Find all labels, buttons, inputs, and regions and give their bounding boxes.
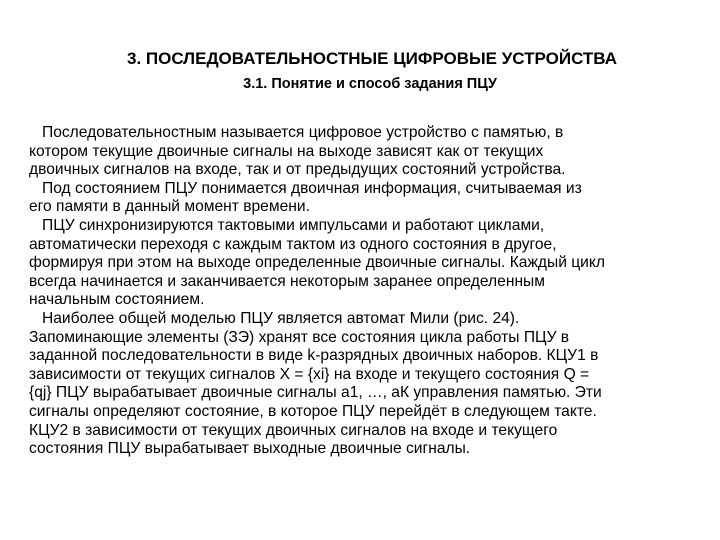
paragraph-mealy-model (29, 310, 679, 459)
text-line: Запоминающие элементы (ЗЭ) хранят все состояния цикла работы ПЦУ в (29, 328, 570, 346)
text-line: заданной последовательности в виде k-разрядных двоичных наборов. КЦУ1 в (29, 347, 599, 365)
text-line: котором текущие двоичные сигналы на выходе зависят как от текущих (29, 142, 544, 160)
text-line: КЦУ2 в зависимости от текущих двоичных сигналов на входе и текущего (29, 421, 558, 439)
text-line: его памяти в данный момент времени. (29, 198, 310, 216)
text-line: Наиболее общей моделью ПЦУ является автомат Мили (рис. 24). (42, 309, 520, 327)
text-line: автоматически переходя с каждым тактом из одного состояния в другое, (29, 235, 557, 253)
paragraph-synchronization (29, 217, 679, 310)
text-line: двоичных сигналов на входе, так и от предыдущих состояний устройства. (29, 161, 566, 179)
paragraph-state (29, 180, 679, 217)
text-line: Последовательностным называется цифровое устройство с памятью, в (42, 124, 564, 141)
text-line: зависимости от текущих сигналов X = {xi} на входе и текущего состояния Q = (29, 365, 590, 383)
text-line: начальным состоянием. (29, 291, 205, 309)
slide-title: 3. ПОСЛЕДОВАТЕЛЬНОСТНЫЕ ЦИФРОВЫЕ УСТРОЙСТВА (126, 49, 618, 68)
text-line: всегда начинается и заканчивается некоторым заранее определенным (29, 272, 545, 290)
text-line: ПЦУ синхронизируются тактовыми импульсами и работают циклами, (42, 216, 545, 234)
body-text (29, 124, 679, 459)
text-line: формируя при этом на выходе определенные двоичные сигналы. Каждый цикл (29, 254, 605, 272)
text-line: {qj} ПЦУ вырабатывает двоичные сигналы а1, …, аК управления памятью. Эти (29, 384, 602, 402)
text-line: сигналы определяют состояние, в которое ПЦУ перейдёт в следующем такте. (29, 402, 597, 420)
text-line: состояния ПЦУ вырабатывает выходные двоичные сигналы. (29, 440, 471, 458)
paragraph-definition (29, 124, 679, 180)
slide-subtitle: 3.1. Понятие и способ задания ПЦУ (243, 76, 497, 92)
text-line: Под состоянием ПЦУ понимается двоичная информация, считываемая из (42, 179, 582, 197)
